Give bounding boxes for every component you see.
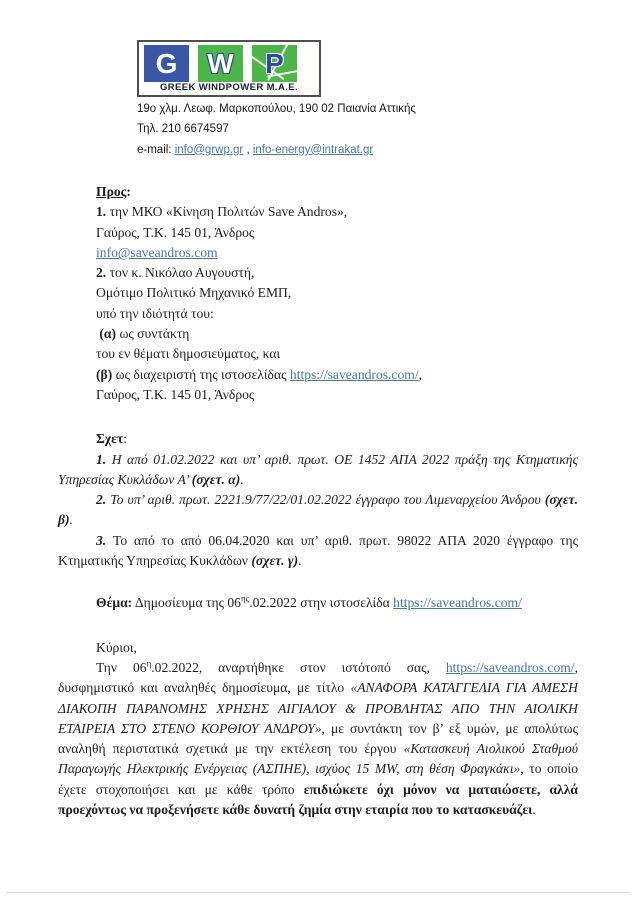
text-segment: Δημοσίευμα της 06 xyxy=(132,595,241,611)
text-segment: Το από το από 06.04.2020 και υπ’ αριθ. πρωτ. 98022 ΑΠΑ 2020 έγγραφο της Κτηματικής Υπηρεσίας Κυκλάδων xyxy=(58,532,578,569)
body-paragraph xyxy=(58,658,578,820)
text-segment: ης xyxy=(240,593,250,604)
text-segment: Κύριοι, xyxy=(96,639,137,655)
hyperlink[interactable]: info@grwp.gr xyxy=(174,143,244,156)
contact-address: 19ο χλμ. Λεωφ. Μαρκοπούλου, 190 02 Παιανία Αττικής xyxy=(137,103,416,115)
text-segment: «Κατασκευή Αιολικού Σταθμού Παραγωγής Ηλεκτρικής Ενέργειας (ΑΣΠΗΕ), ισχύος 15 MW, στη θέση Φραγκάκι» xyxy=(58,741,578,777)
text-segment: e-mail: xyxy=(137,143,175,156)
letter-body xyxy=(58,182,578,820)
text-segment: Την 06 xyxy=(96,659,147,675)
text-segment: , με συντάκτη τον β’ εξ υμών, με απολύτως αναληθή περιστατικά σχετικά με την εκτέλεση του έργου xyxy=(58,720,578,757)
text-segment: Το υπ’ αριθ. πρωτ. 2221.9/77/22/01.02.2022 έγγραφο του Λιμεναρχείου Άνδρου xyxy=(110,492,545,508)
contact-email-line xyxy=(137,143,416,163)
company-logo xyxy=(137,40,321,97)
text-segment: 3. xyxy=(96,532,114,548)
reference-item-1 xyxy=(58,450,578,491)
text-segment: (α) xyxy=(99,326,117,342)
text-segment: : xyxy=(126,184,131,199)
references-heading xyxy=(96,429,578,449)
text-segment: Γαύρος, Τ.Κ. 145 01, Άνδρος xyxy=(96,224,255,240)
text-segment: . xyxy=(532,802,536,818)
text-segment: .02.2022 στην ιστοσελίδα xyxy=(249,595,394,611)
logo-letter-g-text: G xyxy=(155,47,178,79)
text-segment: , xyxy=(418,366,423,382)
page-edge-shadow xyxy=(6,892,630,893)
text-segment: (σχετ. γ) xyxy=(251,553,299,569)
text-segment: Σχετ xyxy=(96,431,124,447)
recipient-line-4 xyxy=(96,263,578,283)
recipient-line-2 xyxy=(96,223,578,243)
hyperlink[interactable]: info@saveandros.com xyxy=(96,244,218,260)
logo-caption: GREEK WINDPOWER M.A.E. xyxy=(159,82,299,93)
recipient-line-1 xyxy=(96,202,578,222)
logo-letter-p-text: P xyxy=(265,47,284,79)
text-segment: του εν θέματι δημοσιεύματος, και xyxy=(96,346,281,362)
text-segment: 2. xyxy=(96,492,111,508)
recipient-line-9 xyxy=(96,365,578,385)
recipient-line-3 xyxy=(96,243,578,263)
text-segment: Ομότιμο Πολιτικό Μηχανικό ΕΜΠ, xyxy=(96,285,292,301)
recipient-line-8 xyxy=(96,344,578,364)
text-segment: (β) xyxy=(96,366,113,382)
logo-letter-g xyxy=(144,45,189,82)
hyperlink[interactable]: info-energy@intrakat.gr xyxy=(252,143,374,156)
text-segment: 2. xyxy=(96,265,110,281)
text-segment: . xyxy=(69,512,73,528)
text-segment: , xyxy=(243,143,253,156)
text-segment: υπό την ιδιότητά του: xyxy=(96,305,214,321)
text-segment: . xyxy=(298,553,302,569)
hyperlink[interactable]: https://saveandros.com/ xyxy=(393,595,522,611)
recipient-line-5 xyxy=(96,283,578,303)
subject-line xyxy=(96,593,578,613)
hyperlink[interactable]: https://saveandros.com/ xyxy=(445,659,575,675)
hyperlink[interactable]: https://saveandros.com/ xyxy=(289,366,419,382)
text-segment: (σχετ. α) xyxy=(191,471,241,487)
text-segment: «ΑΝΑΦΟΡΑ ΚΑΤΑΓΓΕΛΙΑ ΓΙΑ ΑΜΕΣΗ ΔΙΑΚΟΠΗ ΠΑΡΑΝΟΜΗΣ ΧΡΗΣΗΣ ΑΙΓΙΑΛΟΥ & ΠΡΟΒΛΗΤΑΣ ΑΠΟ ΤΗΝ ΑΙΟΛΙΚΗ ΕΤΑΙΡΕΙΑ ΣΤΟ ΣΤΕΝΟ ΚΟΡΘΙΟΥ ΑΝΔΡΟΥ» xyxy=(58,680,578,736)
text-segment: , το οποίο έχετε στοχοποιήσει και με κάθε τρόπο xyxy=(58,761,578,797)
logo-letter-p xyxy=(252,45,297,82)
text-segment: Προς xyxy=(96,184,127,199)
text-segment: .02.2022, αναρτήθηκε στον ιστότοπό σας, xyxy=(151,659,446,675)
contact-phone: Τηλ. 210 6674597 xyxy=(137,123,229,136)
text-segment: (σχετ. β) xyxy=(58,492,578,528)
text-segment: Γαύρος, Τ.Κ. 145 01, Άνδρος xyxy=(96,386,255,402)
text-segment: Θέμα: xyxy=(96,595,133,611)
salutation xyxy=(96,638,578,658)
text-segment: ως συντάκτη xyxy=(116,326,190,342)
text-segment: επιδιώκετε όχι μόνον να ματαιώσετε, αλλά προεχόντως να προξενήσετε κάθε δυνατή ζημία στην εταιρία που το κατασκευάζει xyxy=(58,781,578,818)
text-segment: ως διαχειριστή της ιστοσελίδας xyxy=(112,366,290,382)
reference-item-3 xyxy=(58,531,578,572)
logo-letter-w xyxy=(198,45,243,82)
text-segment: , δυσφημιστικό και αναληθές δημοσίευμα, με τίτλο xyxy=(58,659,578,696)
reference-item-2 xyxy=(58,490,578,531)
logo-squares xyxy=(144,45,297,82)
text-segment: 1. xyxy=(96,204,110,220)
text-segment: . xyxy=(240,471,244,487)
contact-block xyxy=(137,102,416,163)
recipient-line-10 xyxy=(96,385,578,405)
logo-letter-w-text: W xyxy=(207,47,234,79)
recipient-line-6 xyxy=(96,304,578,324)
text-segment: Η από 01.02.2022 και υπ’ αριθ. πρωτ. ΟΕ 1452 ΑΠΑ 2022 πράξη της Κτηματικής Υπηρεσίας Κυκλάδων Α’ xyxy=(58,451,579,487)
text-segment: τον κ. Νικόλαο Αυγουστή, xyxy=(109,265,255,281)
text-segment: η xyxy=(146,658,152,669)
text-segment: 1. xyxy=(96,451,112,467)
text-segment: : xyxy=(123,431,128,447)
text-segment: την ΜΚΟ «Κίνηση Πολιτών Save Andros», xyxy=(109,204,348,220)
recipients-heading xyxy=(96,182,578,202)
recipient-line-7 xyxy=(96,324,578,344)
